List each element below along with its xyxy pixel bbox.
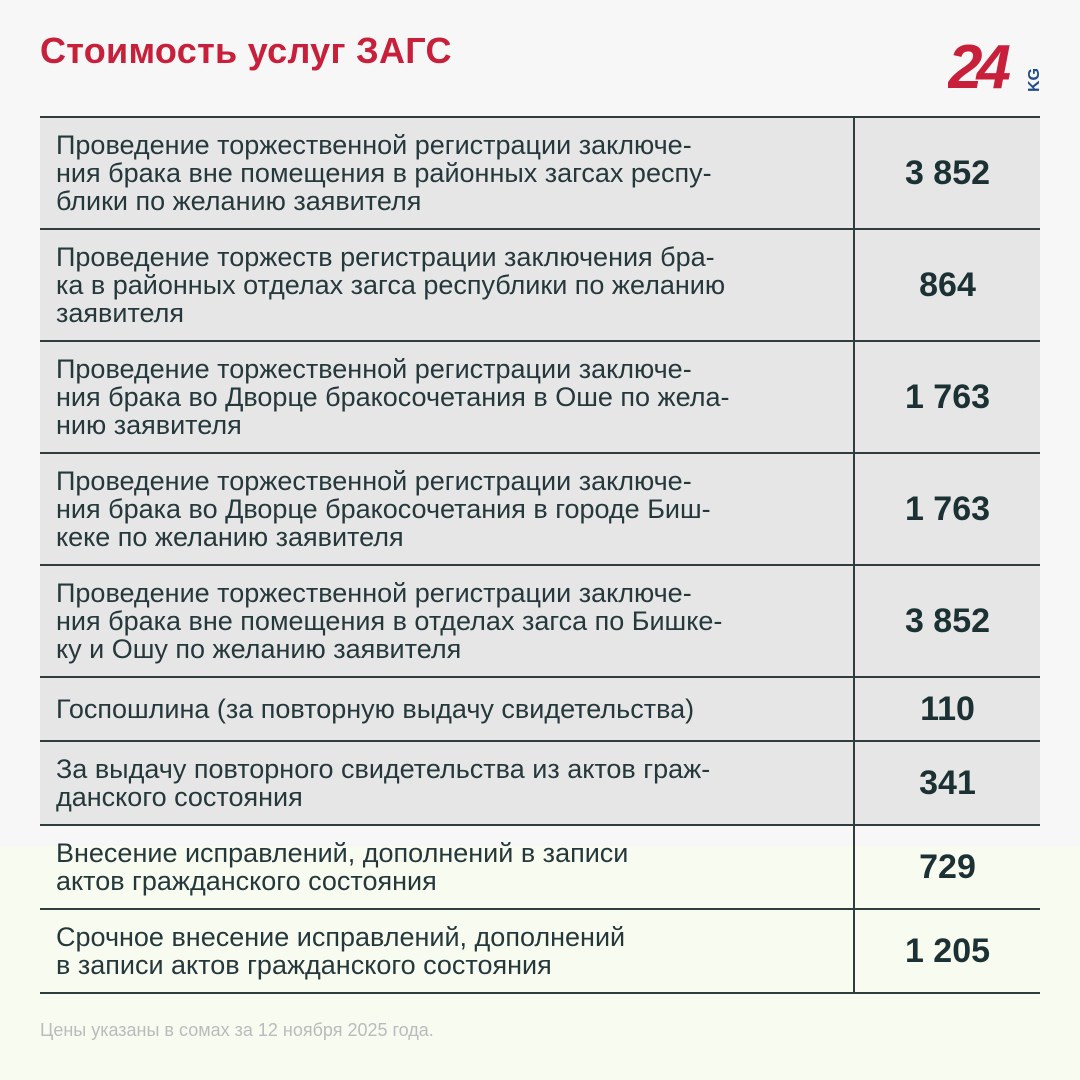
service-description: Проведение торжеств регистрации заключения бра- ка в районных отделах загса республики по желанию заявителя: [40, 230, 855, 340]
service-price: 341: [919, 763, 976, 802]
table-row: [40, 742, 1040, 826]
table-row: [40, 678, 1040, 742]
table-row: [40, 910, 1040, 994]
service-description: Внесение исправлений, дополнений в записи актов гражданского состояния: [40, 826, 855, 908]
service-description: За выдачу повторного свидетельства из актов граж- данского состояния: [40, 742, 855, 824]
24kg-logo-icon: [948, 36, 1044, 94]
service-price: 1 205: [904, 931, 991, 970]
service-price: 1 763: [904, 489, 991, 528]
service-description: Срочное внесение исправлений, дополнений в записи актов гражданского состояния: [40, 910, 855, 992]
footnote: Цены указаны в сомах за 12 ноября 2025 года.: [40, 1020, 434, 1040]
table-row: [40, 454, 1040, 566]
service-price: 110: [920, 689, 975, 728]
service-description: Проведение торжественной регистрации заключе- ния брака во Дворце бракосочетания в Оше по жела- нию заявителя: [40, 342, 855, 452]
page-title: Стоимость услуг ЗАГС: [40, 30, 452, 71]
service-description: Проведение торжественной регистрации заключе- ния брака во Дворце бракосочетания в городе Биш- кеке по желанию заявителя: [40, 454, 855, 564]
service-description: Госпошлина (за повторную выдачу свидетельства): [40, 678, 855, 740]
logo-mark: 24: [948, 36, 1005, 94]
service-description: Проведение торжественной регистрации заключе- ния брака вне помещения в районных загсах респу- блики по желанию заявителя: [40, 118, 855, 228]
service-price: 3 852: [904, 601, 991, 640]
table-row: [40, 566, 1040, 678]
logo-suffix: KG: [1026, 68, 1043, 92]
service-price: 3 852: [904, 153, 991, 192]
price-table: [40, 116, 1040, 994]
table-row: [40, 342, 1040, 454]
service-price: 729: [919, 847, 976, 886]
service-price: 864: [919, 265, 976, 304]
table-row: [40, 118, 1040, 230]
service-description: Проведение торжественной регистрации заключе- ния брака вне помещения в отделах загса по Бишке- ку и Ошу по желанию заявителя: [40, 566, 855, 676]
table-row: [40, 826, 1040, 910]
table-row: [40, 230, 1040, 342]
service-price: 1 763: [904, 377, 991, 416]
